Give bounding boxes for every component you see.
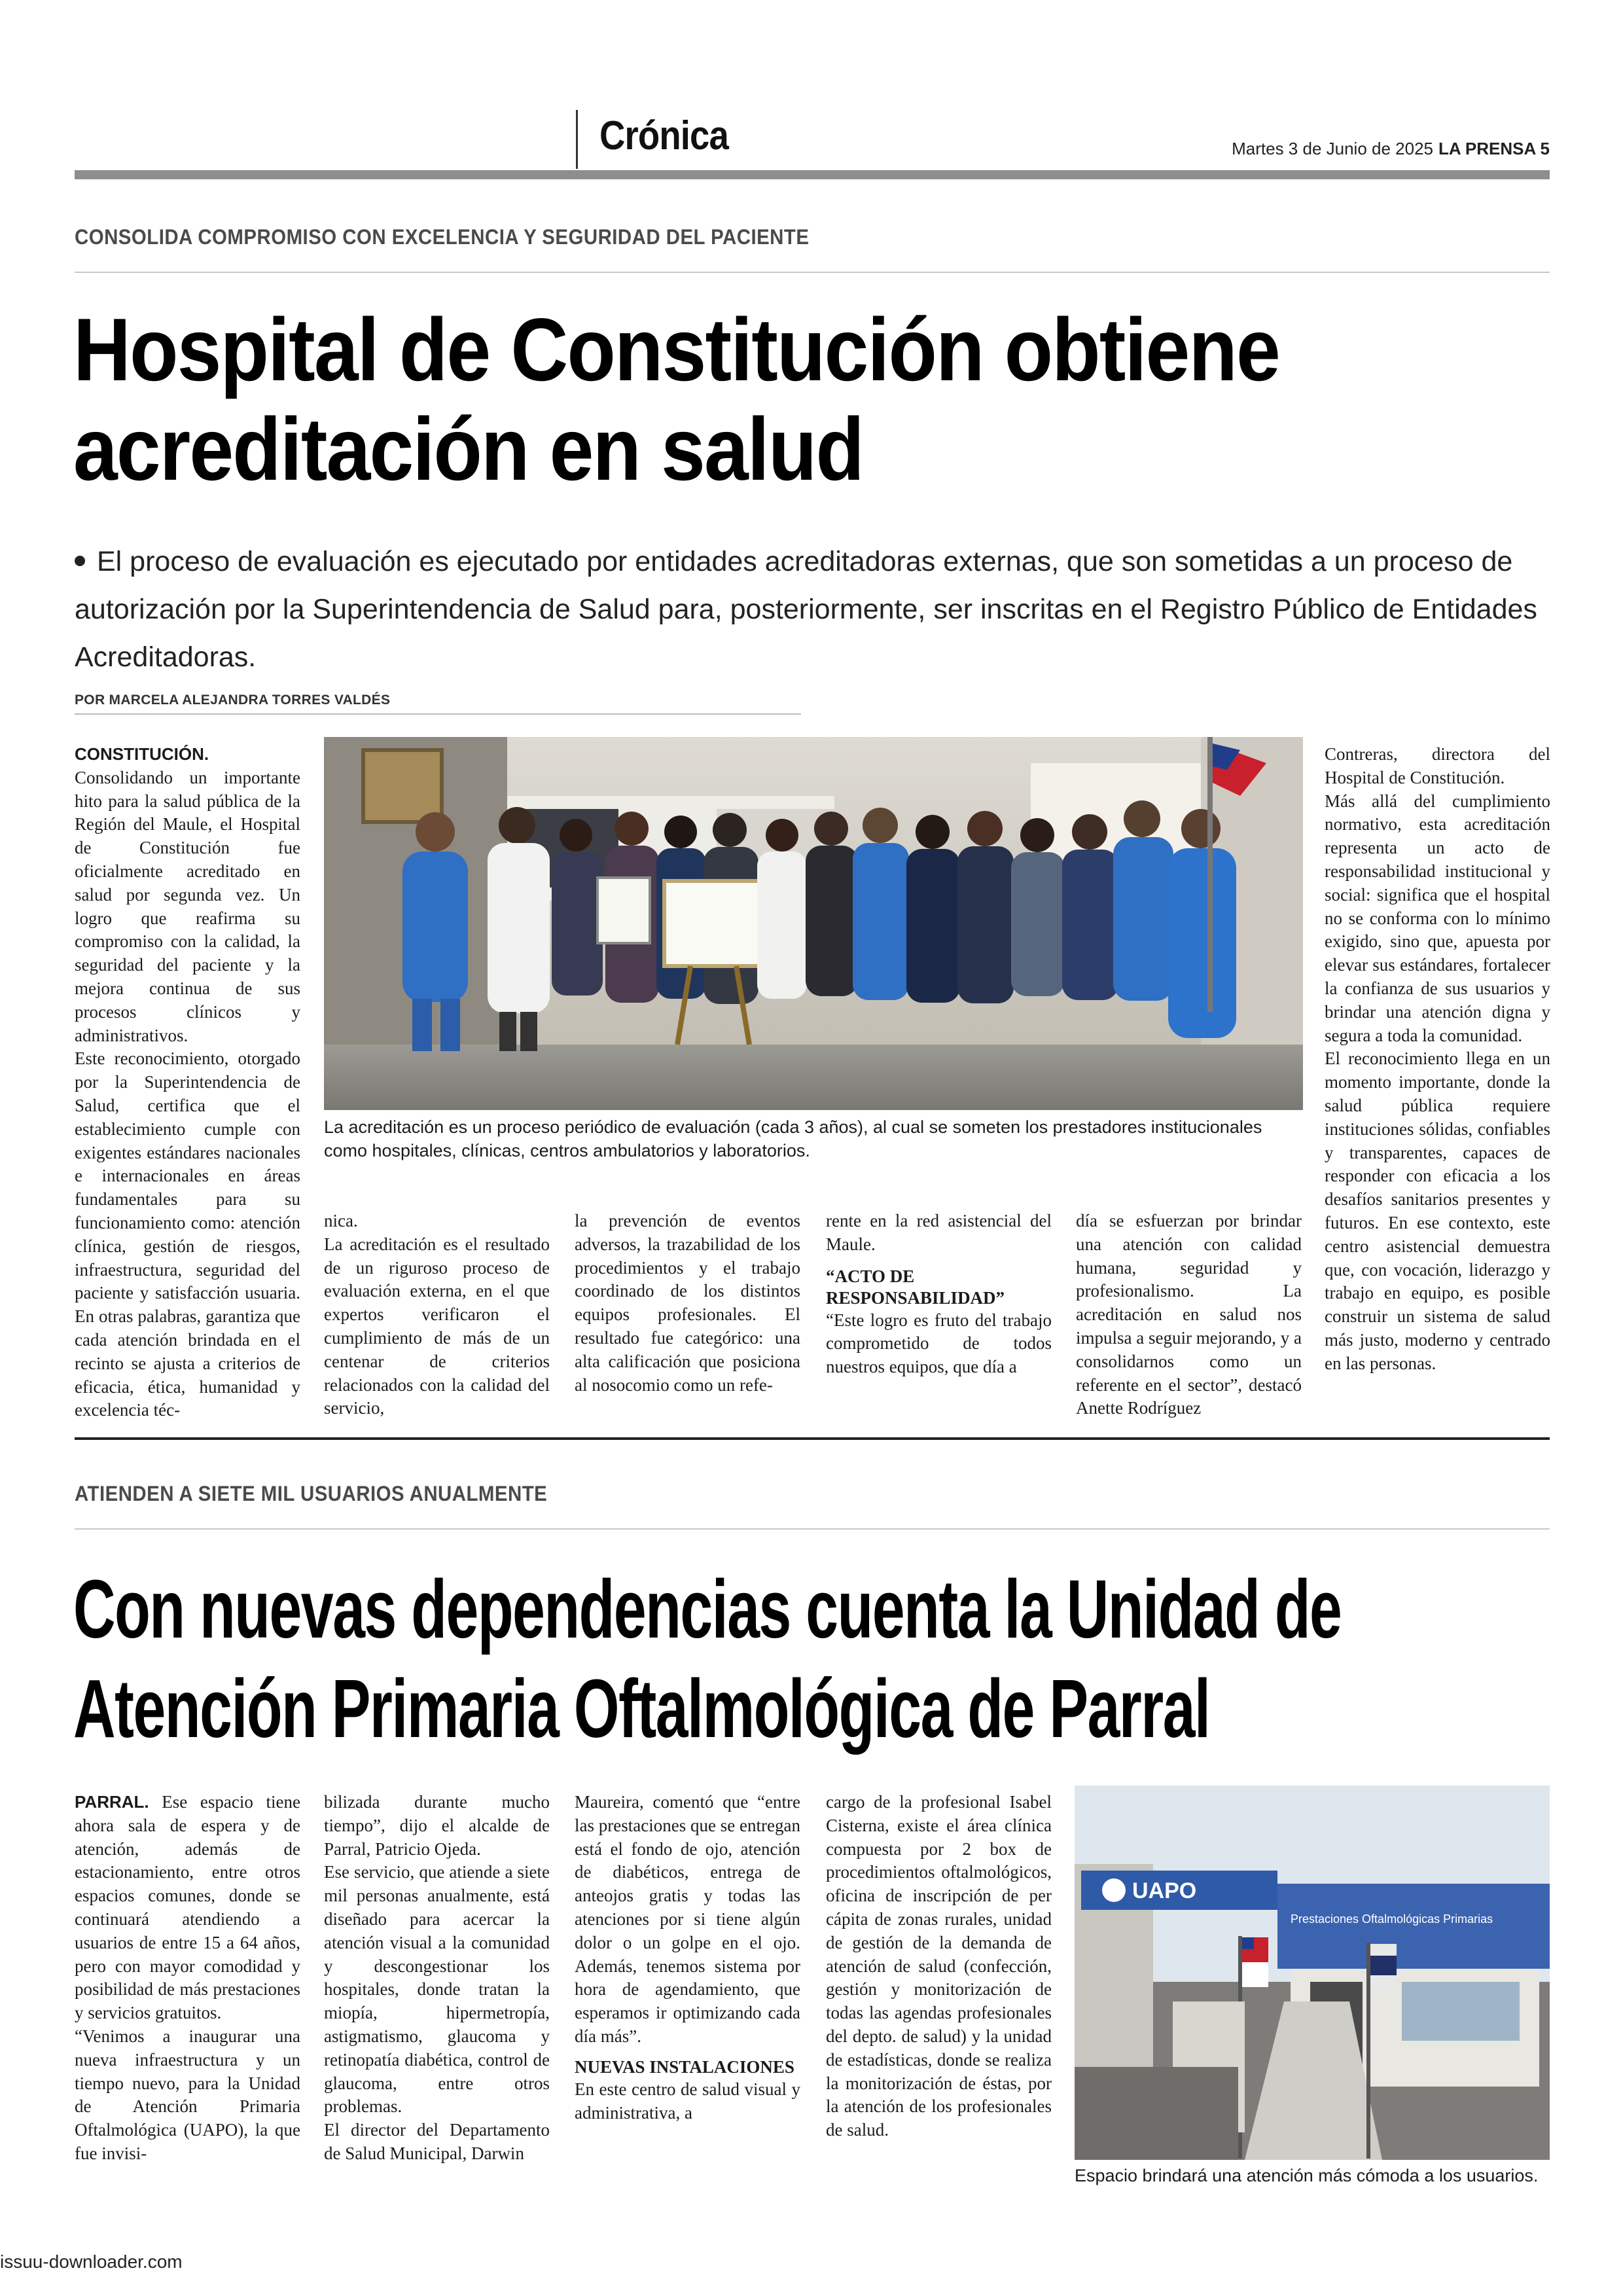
article1-column-1: [75, 743, 300, 1422]
article2-dateline: PARRAL.: [75, 1792, 149, 1812]
header-divider: [576, 110, 578, 169]
bullet-icon: [75, 556, 85, 566]
sign-sub-text: Prestaciones Oftalmológicas Primarias: [1291, 1912, 1493, 1926]
article1-column-4: [826, 1210, 1052, 1379]
article1-headline-line1: Hospital de Constitución obtiene: [73, 300, 1279, 399]
article1-subhead: [75, 538, 1550, 681]
article1-column-2: [324, 1210, 550, 1420]
article2-column-1: [75, 1791, 300, 2166]
article2-photo-caption: Espacio brindará una atención más cómoda a los usuarios.: [1075, 2166, 1539, 2185]
article1-dateline: CONSTITUCIÓN.: [75, 744, 209, 764]
article2-col1-p1: Ese espacio tiene ahora sala de espera y de atención, además de estacionamiento, entre otros espacios comunes, donde se continuará atendiendo a usuarios de entre 15 a 64 años, pero con mayor comodidad y posibilidad de más prestaciones y servicios gratuitos.: [75, 1792, 300, 2023]
article1-column-5: [1076, 1210, 1302, 1420]
article2-col2-p2: Ese servicio, que atiende a siete mil personas anualmente, está diseñado para acercar la atención visual a la comunidad y descongestionar los hospitales, donde tratan la miopía, hipermetropía, astigmatismo, glaucoma y retinopatía diabética, control de glaucoma, entre otros problemas.: [324, 1862, 550, 2117]
article2-col3-p1: Maureira, comentó que “entre las prestaciones que se entregan está el fondo de ojo, atención de diabéticos, entrega de anteojos gratis y todas las atenciones por si tiene algún dolor o un golpe en el ojo. Además, tenemos sistema por hora de agendamiento, que esperamos ir optimizando cada día más”.: [575, 1792, 800, 2046]
header-rule: [75, 170, 1550, 179]
article2-kicker: ATIENDEN A SIETE MIL USUARIOS ANUALMENTE: [75, 1482, 548, 1505]
group-photo-illustration: [324, 737, 1303, 1110]
article2-column-4: [826, 1791, 1052, 2142]
article1-col6-p3: El reconocimiento llega en un momento importante, donde la salud pública requiere instituciones sólidas, confiables y transparentes, capaces de responder con eficacia a los desafíos sanitarios presentes y futuros. En ese contexto, este centro asistencial demuestra que, con vocación, liderazgo y trabajo en equipo, es posible construir un sistema de salud más justo, moderno y centrado en las personas.: [1325, 1049, 1550, 1373]
article1-col1-p2: Este reconocimiento, otorgado por la Superintendencia de Salud, certifica que el establecimiento cumple con exigentes estándares nacionales e internacionales en áreas fundamentales para su funcionamiento como: atención clínica, gestión de riesgos, infraestructura, seguridad del paciente y satisfacción usuaria. En otras palabras, garantiza que cada atención brindada en el recinto se ajusta a criterios de eficacia, ética, humanidad y excelencia téc-: [75, 1049, 300, 1420]
uapo-building-photo: [1075, 1785, 1550, 2160]
section-title: Crónica: [599, 113, 728, 158]
article2-subheading: NUEVAS INSTALACIONES: [575, 2056, 794, 2077]
article1-col2-p1: nica.: [324, 1211, 358, 1230]
watermark: issuu-downloader.com: [0, 2251, 183, 2272]
article-separator: [75, 1437, 1550, 1440]
article2-col3-p2: En este centro de salud visual y administrativa, a: [575, 2079, 800, 2123]
article1-photo-caption: La acreditación es un proceso periódico de evaluación (cada 3 años), al cual se someten los prestadores institucionales como hospitales, clínicas, centros ambulatorios y laboratorios.: [324, 1117, 1262, 1160]
article2-col1-p2: “Venimos a inaugurar una nueva infraestructura y un tiempo nuevo, para la Unidad de Atención Primaria Oftalmológica (UAPO), la que fue invisi-: [75, 2026, 300, 2163]
issue-date: Martes 3 de Junio de 2025: [1232, 139, 1433, 158]
article1-column-6: [1325, 743, 1550, 1376]
article1-col4-p1: rente en la red asistencial del Maule.: [826, 1211, 1052, 1254]
article1-subheading: “ACTO DE RESPONSABILIDAD”: [826, 1266, 1005, 1308]
paper-name-page: LA PRENSA 5: [1438, 139, 1550, 158]
article1-col1-p1: Consolidando un importante hito para la salud pública de la Región del Maule, el Hospital de Constitución fue oficialmente acreditado en salud por segunda vez. Un logro que reafirma su compromiso con la calidad, la seguridad del paciente y la mejora continua de sus procesos clínicos y administrativos.: [75, 767, 300, 1045]
article1-kicker-rule: [75, 272, 1550, 273]
byline-rule: [75, 713, 801, 715]
article1-column-3: [575, 1210, 800, 1397]
article1-kicker: CONSOLIDA COMPROMISO CON EXCELENCIA Y SEGURIDAD DEL PACIENTE: [75, 225, 810, 249]
sign-uapo-text: UAPO: [1132, 1878, 1197, 1903]
article2-column-3: [575, 1791, 800, 2125]
article2-col2-p1: bilizada durante mucho tiempo”, dijo el alcalde de Parral, Patricio Ojeda.: [324, 1792, 550, 1859]
date-line: [1232, 139, 1550, 159]
article1-col2-p2: La acreditación es el resultado de un riguroso proceso de evaluación externa, en el que expertos verificaron el cumplimiento de más de un centenar de criterios relacionados con la calidad del servicio,: [324, 1234, 550, 1418]
article2-headline-line2: Atención Primaria Oftalmológica de Parral: [73, 1662, 1210, 1755]
article1-col3-p1: la prevención de eventos adversos, la trazabilidad de los procedimientos y el trabajo coordinado de los distintos equipos profesionales. El resultado fue categórico: una alta calificación que posiciona al nosocomio como un refe-: [575, 1211, 800, 1395]
article2-col4-p1: cargo de la profesional Isabel Cisterna, existe el área clínica compuesta por 2 box de procedimientos oftalmológicos, oficina de inscripción de per cápita de zonas rurales, unidad de gestión de la demanda de atención de salud (confección, gestión y monitorización de todas las agendas profesionales del depto. de salud) y la unidad de estadísticas, donde se realiza la monitorización de éstas, por la atención de los profesionales de salud.: [826, 1792, 1052, 2140]
article1-headline-line2: acreditación en salud: [73, 399, 864, 499]
article1-byline: POR MARCELA ALEJANDRA TORRES VALDÉS: [75, 692, 391, 708]
article2-headline-line1: Con nuevas dependencias cuenta la Unidad de: [73, 1563, 1342, 1655]
article2-column-2: [324, 1791, 550, 2166]
uapo-photo-illustration: [1075, 1785, 1550, 2160]
article1-col5-p1: día se esfuerzan por brindar una atención con calidad humana, seguridad y profesionalismo. La acreditación en salud nos impulsa a seguir mejorando, y a consolidarnos como un referente en el sector”, destacó Anette Rodríguez: [1076, 1211, 1302, 1418]
hospital-group-photo: [324, 737, 1303, 1110]
article2-kicker-rule: [75, 1528, 1550, 1530]
article2-col2-p3: El director del Departamento de Salud Municipal, Darwin: [324, 2120, 550, 2163]
article1-subhead-text: El proceso de evaluación es ejecutado por entidades acreditadoras externas, que son sometidas a un proceso de autorización por la Superintendencia de Salud para, posteriormente, ser inscritas en el Registro Público de Entidades Acreditadoras.: [75, 546, 1537, 673]
article1-col4-p2: “Este logro es fruto del trabajo comprometido de todos nuestros equipos, que día a: [826, 1310, 1052, 1377]
article1-col6-p2: Más allá del cumplimiento normativo, esta acreditación representa un acto de responsabilidad institucional y social: significa que el hospital no se conforma con lo mínimo exigido, sino que, apuesta por elevar sus estándares, fortalecer la confianza de sus usuarios y brindar una atención digna y segura a toda la comunidad.: [1325, 791, 1550, 1045]
article1-col6-p1: Contreras, directora del Hospital de Constitución.: [1325, 744, 1550, 787]
